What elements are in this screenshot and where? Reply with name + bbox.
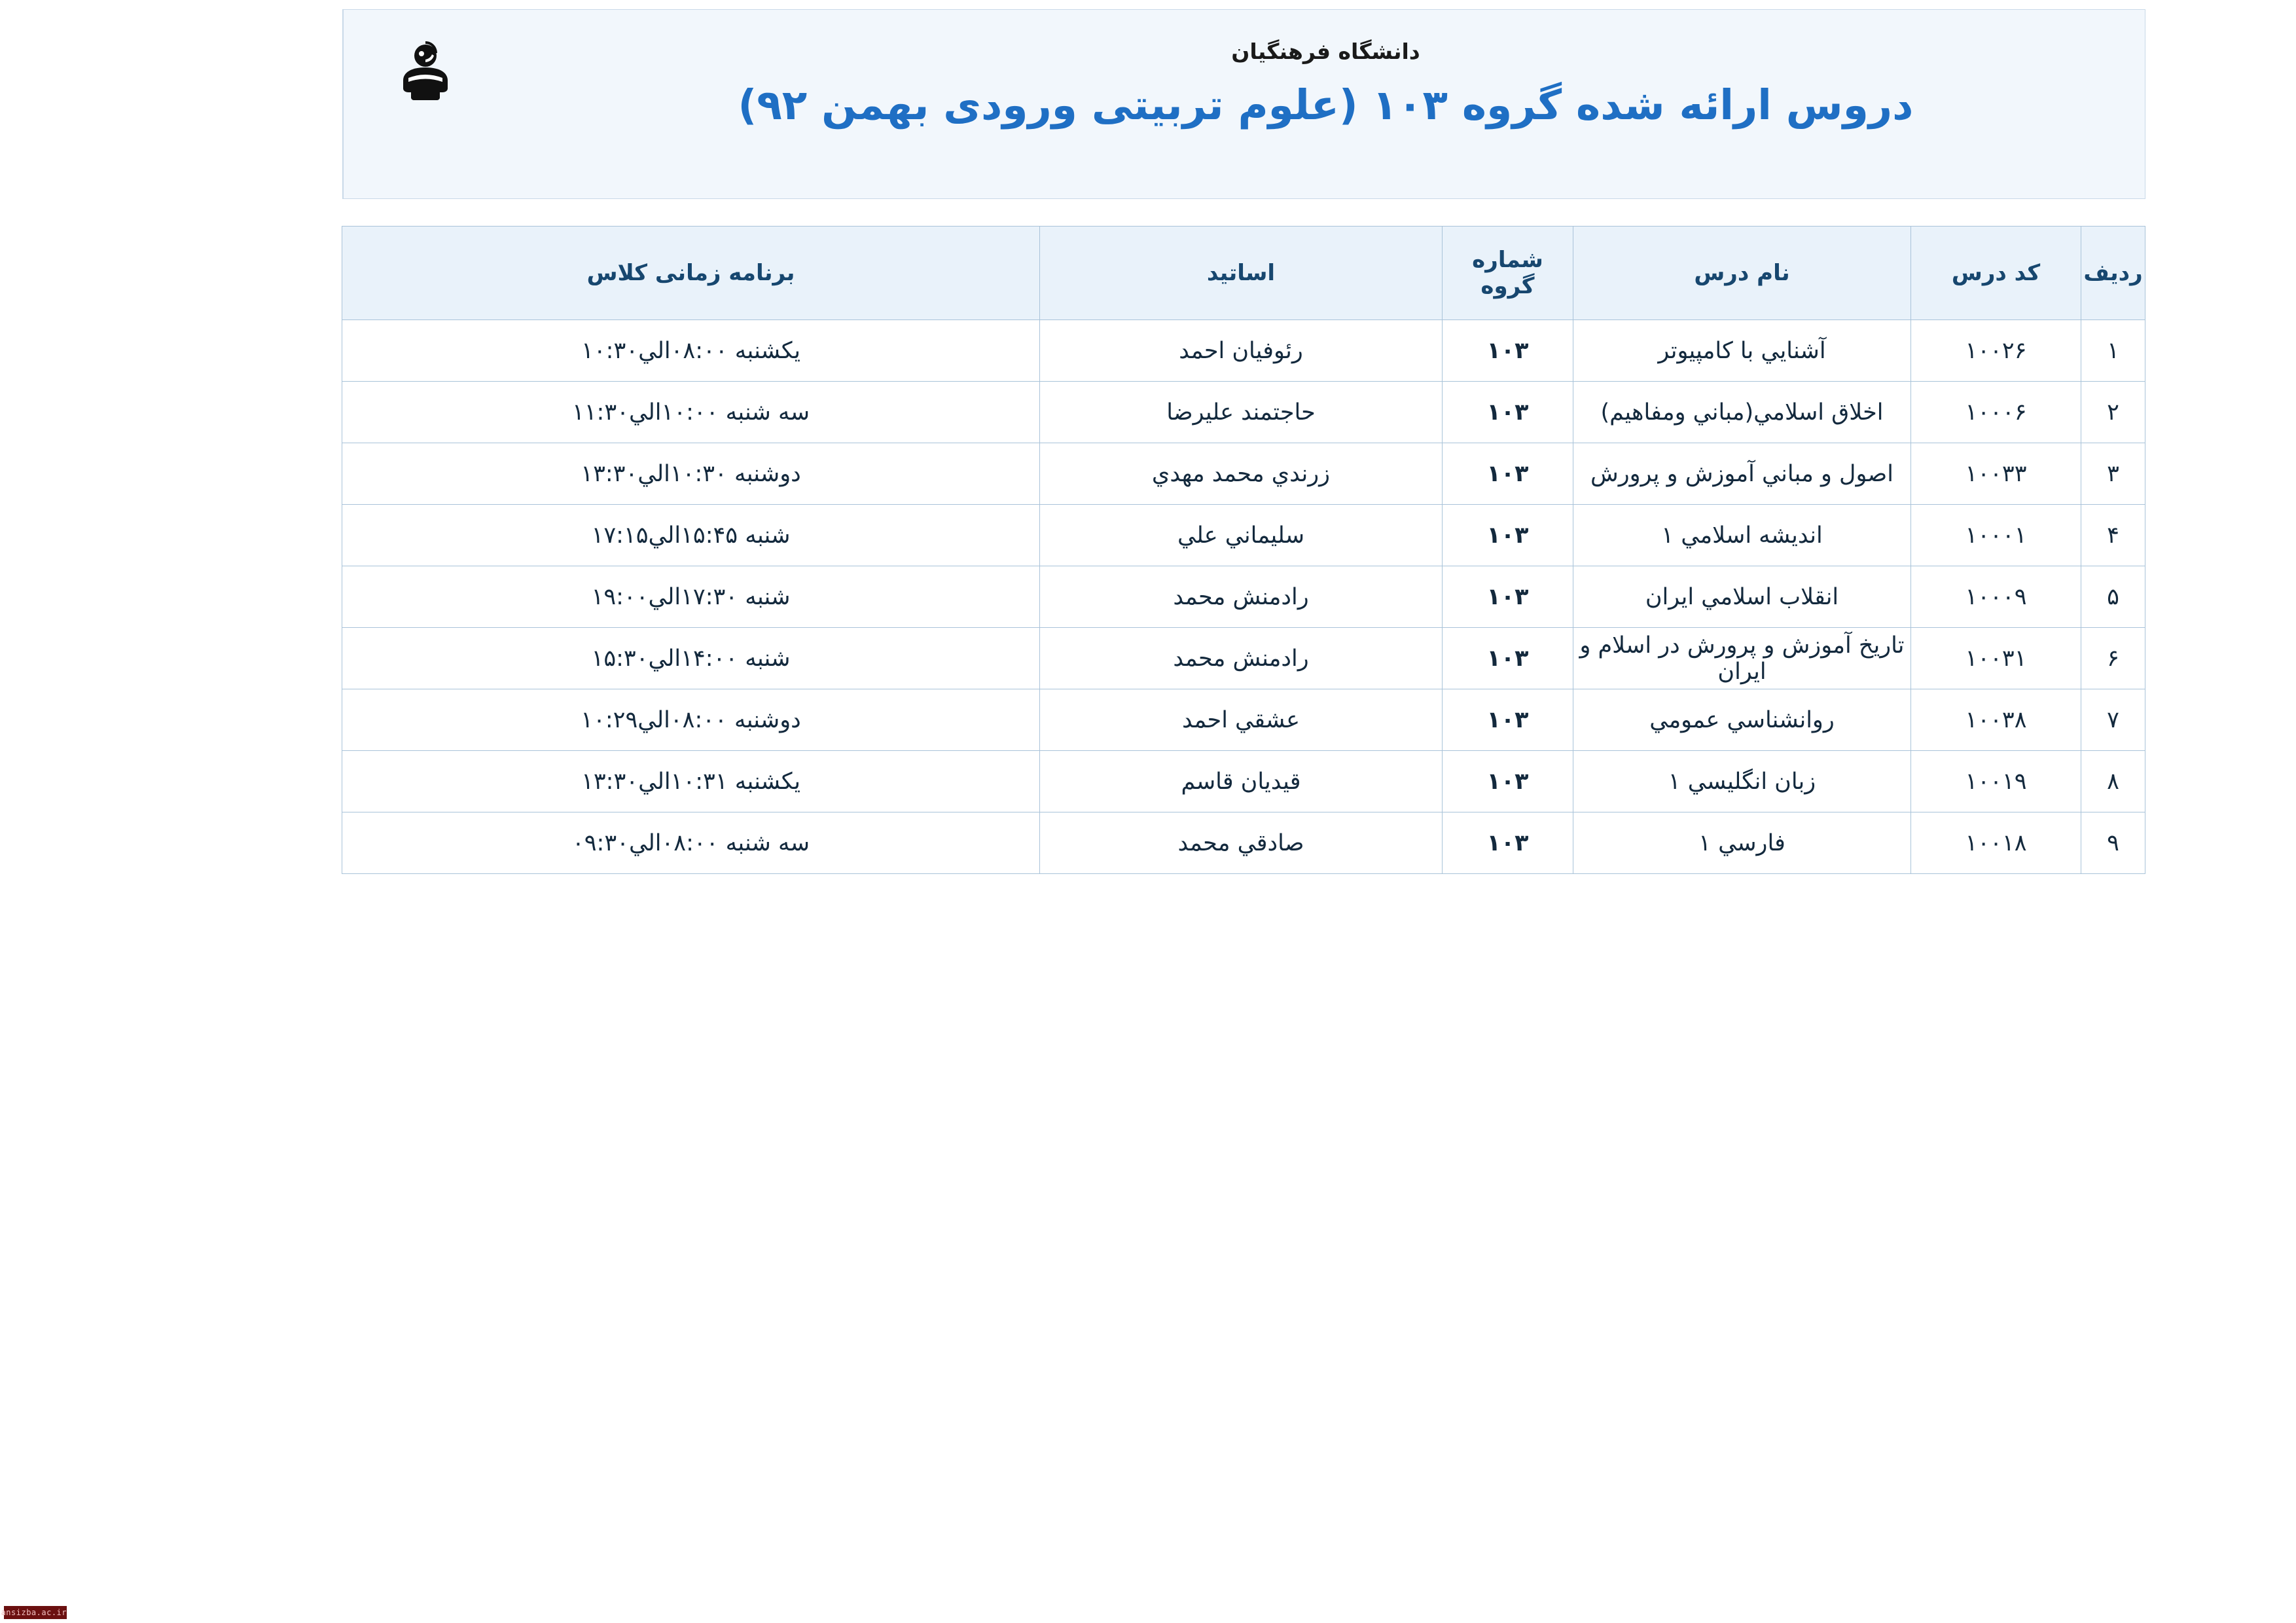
cell-teachers: حاجتمند علیرضا bbox=[1040, 382, 1443, 443]
watermark-badge: ansizba.ac.ir bbox=[4, 1606, 67, 1619]
cell-teachers: رادمنش محمد bbox=[1040, 628, 1443, 689]
table-row bbox=[342, 751, 2145, 812]
table-header-row bbox=[342, 227, 2145, 320]
table-body bbox=[342, 320, 2145, 874]
cell-schedule: سه شنبه ۱۰:۰۰الي۱۱:۳۰ bbox=[342, 382, 1040, 443]
cell-name: انقلاب اسلامي ایران bbox=[1573, 566, 1911, 628]
cell-group: ۱۰۳ bbox=[1443, 689, 1573, 751]
cell-teachers: صادقي محمد bbox=[1040, 812, 1443, 874]
cell-schedule: دوشنبه ۰۸:۰۰الي۱۰:۲۹ bbox=[342, 689, 1040, 751]
table-row bbox=[342, 505, 2145, 566]
cell-teachers: رئوفیان احمد bbox=[1040, 320, 1443, 382]
cell-group: ۱۰۳ bbox=[1443, 628, 1573, 689]
table-row bbox=[342, 628, 2145, 689]
cell-teachers: رادمنش محمد bbox=[1040, 566, 1443, 628]
page-title: دروس ارائه شده گروه ۱۰۳ (علوم تربیتی ورودی بهمن ۹۲) bbox=[738, 81, 1914, 129]
cell-schedule: شنبه ۱۴:۰۰الي۱۵:۳۰ bbox=[342, 628, 1040, 689]
cell-schedule: یکشنبه ۰۸:۰۰الي۱۰:۳۰ bbox=[342, 320, 1040, 382]
cell-group: ۱۰۳ bbox=[1443, 566, 1573, 628]
cell-group: ۱۰۳ bbox=[1443, 751, 1573, 812]
cell-radif: ۳ bbox=[2081, 443, 2145, 505]
cell-radif: ۵ bbox=[2081, 566, 2145, 628]
university-emblem-icon bbox=[386, 32, 465, 111]
cell-name: اصول و مباني آموزش و پرورش bbox=[1573, 443, 1911, 505]
cell-group: ۱۰۳ bbox=[1443, 505, 1573, 566]
table-row bbox=[342, 443, 2145, 505]
column-header-teachers: اساتید bbox=[1040, 227, 1443, 320]
table-row bbox=[342, 689, 2145, 751]
cell-schedule: شنبه ۱۵:۴۵الي۱۷:۱۵ bbox=[342, 505, 1040, 566]
column-header-group: شماره گروه bbox=[1443, 227, 1573, 320]
cell-name: روانشناسي عمومي bbox=[1573, 689, 1911, 751]
cell-schedule: سه شنبه ۰۸:۰۰الي۰۹:۳۰ bbox=[342, 812, 1040, 874]
column-header-name: نام درس bbox=[1573, 227, 1911, 320]
university-name: دانشگاه فرهنگیان bbox=[1231, 39, 1420, 64]
cell-radif: ۷ bbox=[2081, 689, 2145, 751]
cell-teachers: عشقي احمد bbox=[1040, 689, 1443, 751]
cell-group: ۱۰۳ bbox=[1443, 812, 1573, 874]
cell-teachers: سلیماني علي bbox=[1040, 505, 1443, 566]
cell-radif: ۹ bbox=[2081, 812, 2145, 874]
cell-code: ۱۰۰۰۶ bbox=[1911, 382, 2081, 443]
document-header bbox=[342, 9, 2145, 199]
table-row bbox=[342, 812, 2145, 874]
column-header-radif: ردیف bbox=[2081, 227, 2145, 320]
cell-radif: ۶ bbox=[2081, 628, 2145, 689]
logo-cell bbox=[343, 10, 507, 198]
cell-schedule: یکشنبه ۱۰:۳۱الي۱۳:۳۰ bbox=[342, 751, 1040, 812]
cell-group: ۱۰۳ bbox=[1443, 382, 1573, 443]
cell-code: ۱۰۰۱۸ bbox=[1911, 812, 2081, 874]
table-row bbox=[342, 320, 2145, 382]
cell-name: فارسي ۱ bbox=[1573, 812, 1911, 874]
cell-code: ۱۰۰۰۱ bbox=[1911, 505, 2081, 566]
cell-code: ۱۰۰۲۶ bbox=[1911, 320, 2081, 382]
cell-name: اندیشه اسلامي ۱ bbox=[1573, 505, 1911, 566]
cell-code: ۱۰۰۳۳ bbox=[1911, 443, 2081, 505]
cell-group: ۱۰۳ bbox=[1443, 443, 1573, 505]
cell-name: تاریخ آموزش و پرورش در اسلام و ایران bbox=[1573, 628, 1911, 689]
cell-radif: ۸ bbox=[2081, 751, 2145, 812]
cell-schedule: دوشنبه ۱۰:۳۰الي۱۳:۳۰ bbox=[342, 443, 1040, 505]
cell-radif: ۴ bbox=[2081, 505, 2145, 566]
courses-table-wrapper bbox=[342, 226, 2145, 874]
cell-name: زبان انگلیسي ۱ bbox=[1573, 751, 1911, 812]
cell-code: ۱۰۰۱۹ bbox=[1911, 751, 2081, 812]
cell-radif: ۲ bbox=[2081, 382, 2145, 443]
cell-radif: ۱ bbox=[2081, 320, 2145, 382]
cell-name: آشنايي با كامپيوتر bbox=[1573, 320, 1911, 382]
table-row bbox=[342, 566, 2145, 628]
column-header-schedule: برنامه زمانی کلاس bbox=[342, 227, 1040, 320]
cell-code: ۱۰۰۳۸ bbox=[1911, 689, 2081, 751]
table-row bbox=[342, 382, 2145, 443]
cell-schedule: شنبه ۱۷:۳۰الي۱۹:۰۰ bbox=[342, 566, 1040, 628]
cell-teachers: قیدیان قاسم bbox=[1040, 751, 1443, 812]
cell-code: ۱۰۰۳۱ bbox=[1911, 628, 2081, 689]
cell-name: اخلاق اسلامي(مباني ومفاهيم) bbox=[1573, 382, 1911, 443]
cell-code: ۱۰۰۰۹ bbox=[1911, 566, 2081, 628]
cell-teachers: زرندي محمد مهدي bbox=[1040, 443, 1443, 505]
header-text bbox=[507, 10, 2145, 198]
cell-group: ۱۰۳ bbox=[1443, 320, 1573, 382]
courses-table bbox=[342, 226, 2145, 874]
column-header-code: کد درس bbox=[1911, 227, 2081, 320]
